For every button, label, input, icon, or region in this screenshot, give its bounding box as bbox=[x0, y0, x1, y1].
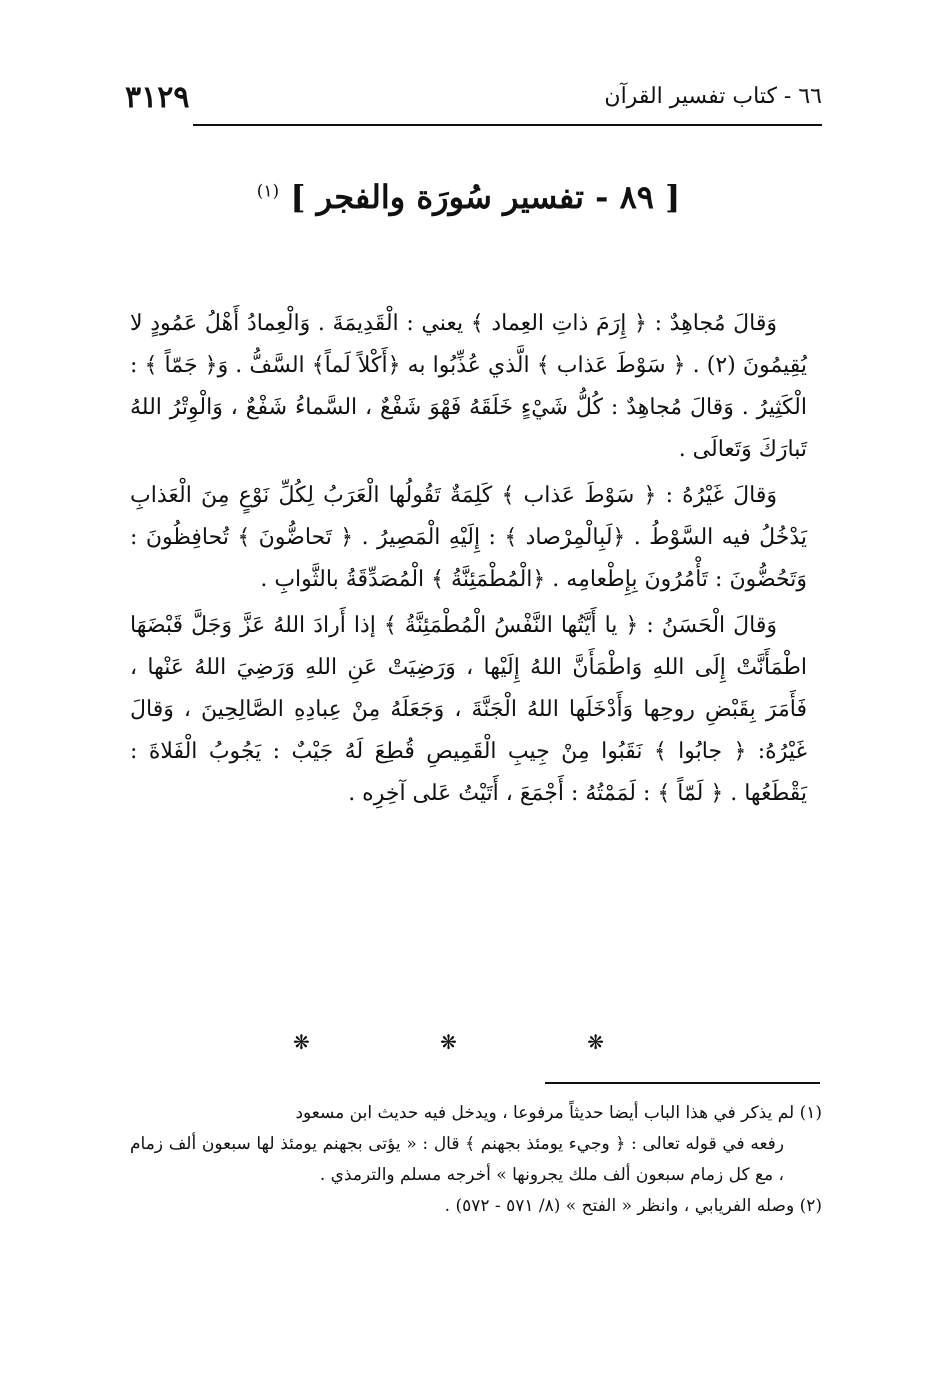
page-number: ٣١٢٩ bbox=[125, 80, 190, 115]
running-title: ٦٦ - كتاب تفسير القرآن bbox=[604, 84, 822, 109]
footnote-1: (١) لم يذكر في هذا الباب أيضا حديثاً مرفوعا ، ويدخل فيه حديث ابن مسعود bbox=[295, 1103, 822, 1123]
paragraph-hasan: وَقالَ الْحَسَنُ : ﴿ يا أَيَّتُها النَّفْسُ الْمُطْمَئِنَّةُ ﴾ إذا أَرادَ اللهُ عَزَّ وَجَلَّ قَبْضَهَا اطْمَأَنَّتْ إِلَى اللهِ وَاطْمَأَنَّ اللهُ إِلَيْها ، وَرَضِيَتْ عَنِ اللهِ وَرَضِيَ اللهُ عَنْها ، فَأَمَرَ بِقَبْضِ روحِها وَأَدْخَلَها اللهُ الْجَنَّةَ ، وَجَعَلَهُ مِنْ عِبادِهِ الصَّالِحِينَ ، وَقالَ غَيْرُهُ: ﴿ جابُوا ﴾ نَقَبُوا مِنْ جِيبِ الْقَمِيصِ قُطِعَ لَهُ جَيْبٌ : يَجُوبُ الْفَلاةَ : يَقْطَعُها . ﴿ لَمّاً ﴾ : لَمَمْتُهُ : أَجْمَعَ ، أَتَيْتُ عَلى آخِرِه . bbox=[130, 613, 807, 806]
asterism-icon: ❋ bbox=[292, 1030, 350, 1054]
footnotes bbox=[130, 1098, 822, 1222]
paragraph-mujahid: وَقالَ مُجاهِدٌ : ﴿ إِرَمَ ذاتِ العِماد ﴾ يعني : الْقَدِيمَةَ . وَالْعِمادُ أَهْلُ عَمُودٍ لا يُقِيمُونَ (٢) . ﴿ سَوْطَ عَذاب ﴾ الَّذي عُذِّبُوا به ﴿أَكْلاً لَماً﴾ السَّفُّ . وَ﴿ جَمّاً ﴾ : الْكَثِيرُ . وَقالَ مُجاهِدٌ : كُلُّ شَيْءٍ خَلَقَهُ فَهْوَ شَفْعٌ ، السَّماءُ شَفْعٌ ، وَالْوِتْرُ اللهُ تَبارَكَ وَتَعالَى . bbox=[130, 311, 807, 462]
chapter-title-text: [ ٨٩ - تفسير سُورَة والفجر ] bbox=[290, 178, 681, 216]
footnote-rule bbox=[545, 1082, 820, 1084]
chapter-title bbox=[100, 178, 837, 216]
header-rule bbox=[193, 124, 822, 126]
body-text bbox=[130, 303, 807, 819]
page-header bbox=[125, 70, 822, 120]
footnote-2: (٢) وصله الفريابي ، وانظر « الفتح » (٨/ ٥٧١ - ٥٧٢) . bbox=[444, 1196, 822, 1216]
footnote-1-continuation: رفعه في قوله تعالى : ﴿ وجيء يومئذ بجهنم ﴾ قال : « يؤتى بجهنم يومئذ لها سبعون ألف زمام ، مع كل زمام سبعون ألف ملك يجرونها » أخرجه مسلم والترمذي . bbox=[130, 1134, 784, 1185]
asterism-icon: ❋ bbox=[587, 1030, 644, 1054]
paragraph-others: وَقالَ غَيْرُهُ : ﴿ سَوْطَ عَذاب ﴾ كَلِمَةٌ تَقُولُها الْعَرَبُ لِكُلِّ نَوْعٍ مِنَ الْعَذابِ يَدْخُلُ فيه السَّوْطُ . ﴿لَبِالْمِرْصاد ﴾ : إِلَيْهِ الْمَصِيرُ . ﴿ تَحاضُّونَ ﴾ تُحافِظُونَ : وَتَحُضُّونَ : تَأْمُرُونَ بِإِطْعامِه . ﴿الْمُطْمَئِنَّةُ ﴾ الْمُصَدِّقَةُ بالثَّوابِ . bbox=[130, 483, 808, 592]
chapter-footnote-ref: (١) bbox=[256, 181, 280, 202]
asterism-icon: ❋ bbox=[440, 1030, 497, 1054]
section-divider bbox=[0, 1030, 937, 1054]
